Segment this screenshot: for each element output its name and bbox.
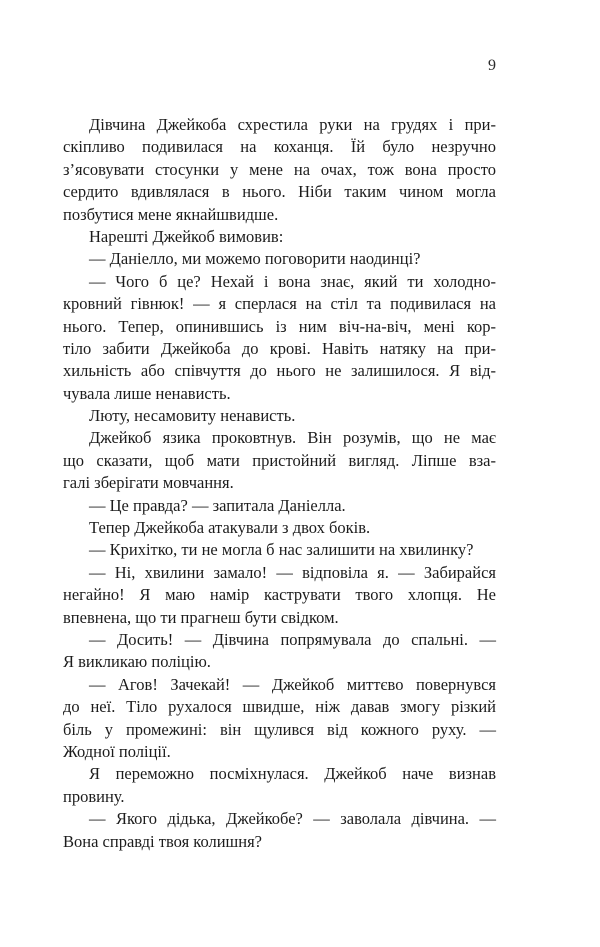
- text-line: що сказати, щоб мати пристойний вигляд. Ліпше вза-: [63, 450, 496, 470]
- paragraph: [63, 517, 496, 539]
- text-line: Вона справді твоя колишня?: [63, 831, 263, 851]
- text-line: Люту, несамовиту ненависть.: [89, 406, 296, 426]
- text-line: впевнена, що ти прагнеш бути свідком.: [63, 607, 339, 627]
- paragraph: [63, 674, 496, 764]
- text-line: Я переможно посміхнулася. Джейкоб наче визнав: [89, 764, 496, 784]
- text-line: — Даніелло, ми можемо поговорити наодинці?: [89, 249, 421, 269]
- paragraph: [63, 539, 496, 561]
- text-line: Тепер Джейкоба атакували з двох боків.: [89, 518, 371, 538]
- text-line: чувала лише ненависть.: [63, 383, 231, 403]
- text-line: до неї. Тіло рухалося швидше, ніж давав змогу різкий: [63, 697, 496, 717]
- text-line: тіло забити Джейкоба до крові. Навіть натяку на при-: [63, 338, 496, 358]
- text-line: — Якого дідька, Джейкобе? — заволала дівчина. —: [89, 809, 496, 829]
- paragraph: [63, 226, 496, 248]
- text-line: галі зберігати мовчання.: [63, 473, 234, 493]
- paragraph: [63, 271, 496, 405]
- text-line: Дівчина Джейкоба схрестила руки на грудях і при-: [89, 115, 496, 134]
- text-line: з’ясовувати стосунки у мене на очах, тож вона просто: [63, 159, 496, 179]
- paragraph: [63, 763, 496, 808]
- page-number: 9: [488, 57, 496, 74]
- text-line: — Це правда? — запитала Даніелла.: [89, 495, 346, 515]
- text-line: сердито вдивлялася в нього. Ніби таким чином могла: [63, 182, 496, 202]
- text-line: — Чого б це? Нехай і вона знає, який ти холодно-: [89, 271, 496, 291]
- text-block: [63, 114, 496, 853]
- paragraph: [63, 248, 496, 270]
- text-line: негайно! Я маю намір каструвати твого хлопця. Не: [63, 585, 496, 605]
- text-line: біль у промежині: він щулився від кожного руху. —: [63, 719, 496, 739]
- paragraph: [63, 495, 496, 517]
- text-line: — Крихітко, ти не могла б нас залишити на хвилинку?: [89, 540, 474, 560]
- text-line: — Ні, хвилини замало! — відповіла я. — Забирайся: [89, 562, 496, 582]
- text-line: Жодної поліції.: [63, 741, 171, 761]
- paragraph: [63, 114, 496, 226]
- paragraph: [63, 427, 496, 494]
- text-line: нього. Тепер, опинившись із ним віч-на-віч, мені кор-: [63, 316, 496, 336]
- text-line: Джейкоб язика проковтнув. Він розумів, що не має: [89, 428, 496, 448]
- text-line: скіпливо подивилася на коханця. Їй було незручно: [63, 137, 496, 157]
- text-line: хильність або співчуття до нього не залишилося. Я від-: [63, 361, 496, 381]
- text-line: Я викликаю поліцію.: [63, 652, 211, 672]
- text-line: Нарешті Джейкоб вимовив:: [89, 226, 284, 246]
- text-line: позбутися мене якнайшвидше.: [63, 204, 279, 224]
- text-line: — Агов! Зачекай! — Джейкоб миттєво повернувся: [89, 674, 496, 694]
- text-line: — Досить! — Дівчина попрямувала до спальні. —: [89, 629, 496, 649]
- paragraph: [63, 405, 496, 427]
- paragraph: [63, 808, 496, 853]
- paragraph: [63, 562, 496, 629]
- text-line: кровний гівнюк! — я сперлася на стіл та подивилася на: [63, 294, 496, 314]
- paragraph: [63, 629, 496, 674]
- text-line: провину.: [63, 786, 125, 806]
